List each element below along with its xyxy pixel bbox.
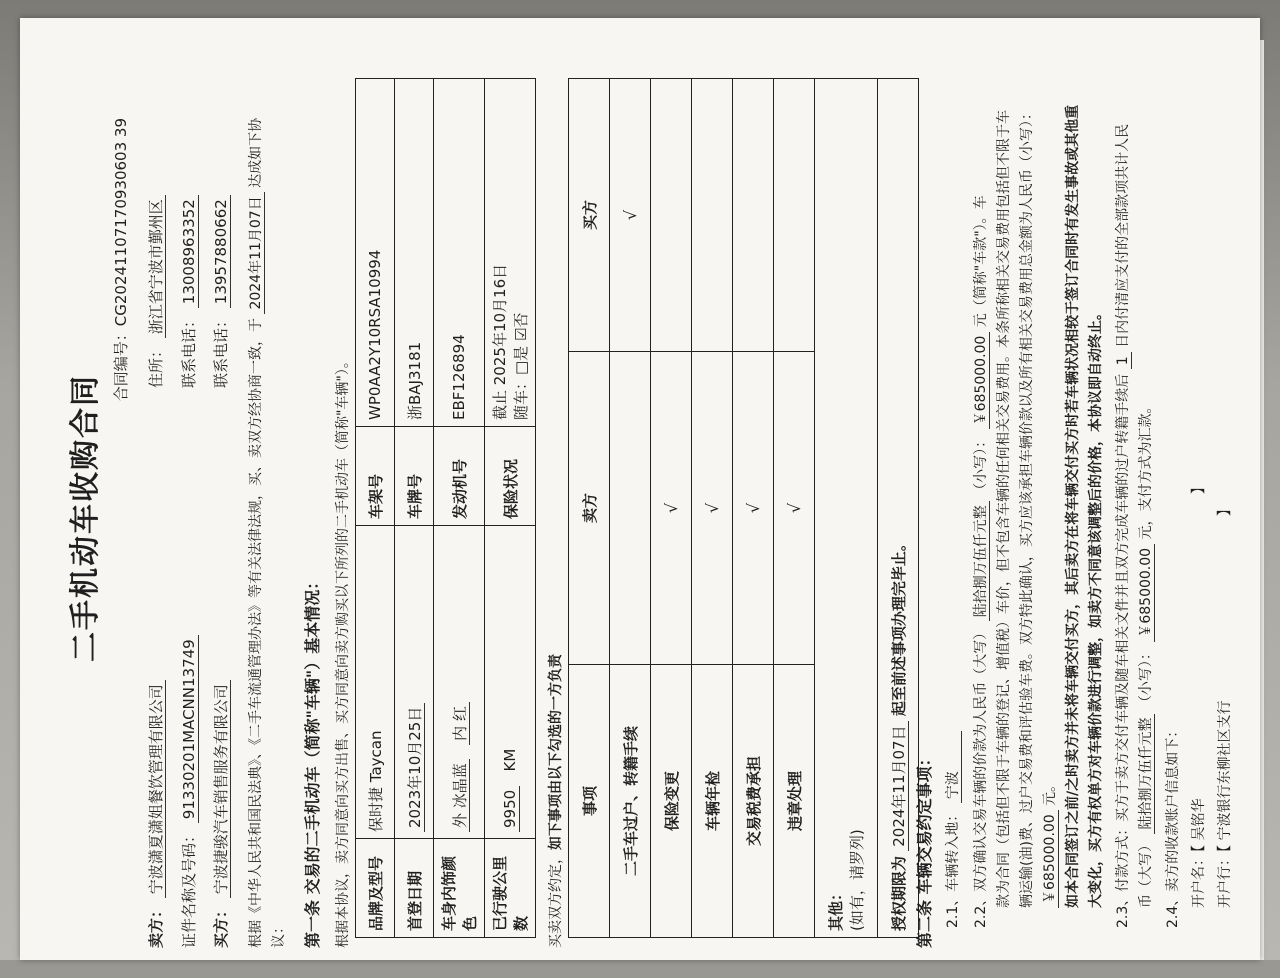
duty-buyer-mark: √ (610, 79, 651, 352)
duty-other-cell (815, 79, 878, 938)
table-row (651, 79, 692, 938)
vin-value: WP0AA2Y10RSA10994 (356, 79, 395, 427)
account-bank-label: 开户行：【 (1217, 845, 1233, 908)
duty-item: 保险变更 (651, 665, 692, 938)
intro-text: 根据《中华人民共和国民法典》、《二手车流通管理办法》等有关法律法规，买、卖双方经协商一致，于 (248, 318, 264, 948)
clause-2-3-text-d: （小写）： (1138, 646, 1154, 710)
brand-value: 保时捷 Taycan (356, 526, 395, 839)
buyer-phone-label: 联系电话： (212, 312, 230, 388)
account-name-row (1188, 480, 1208, 908)
clause-2-2-line3: 辆运输(油)费、过户交易费和评估验车费。双方特此确认，买方应该承担车辆价款以及所有相关交易费用总金额为人民币（小写）： (1019, 106, 1035, 908)
duty-seller-mark: √ (692, 352, 733, 665)
authorization-date: 2024年11月07日 (890, 721, 909, 850)
table-row (774, 79, 815, 938)
engine-label: 发动机号 (434, 427, 485, 526)
clause-2-3-amount-upper: 陆拾捌万伍仟元整 (1138, 714, 1155, 834)
col-seller: 卖方 (569, 352, 610, 665)
duty-intro (545, 654, 565, 948)
table-row (434, 79, 485, 938)
article-2-heading: 第二条 车辆交易约定事项： (915, 750, 934, 948)
mileage-label: 已行驶公里数 (485, 839, 536, 938)
clause-2-3-amount-lower: ￥685000.00 (1138, 544, 1155, 642)
table-row (356, 79, 395, 938)
page-title: 二手机动车收购合同 (68, 374, 103, 662)
color-label: 车身内饰颜色 (434, 839, 485, 938)
bracket-close: 】 (1191, 480, 1207, 495)
insurance-label: 保险状况 (485, 427, 536, 526)
contract-number-value: CG20241107170930603 39 (112, 118, 130, 327)
seller-phone: 13008963352 (180, 195, 199, 308)
clause-2-2-amount-upper: 陆拾捌万伍仟元整 (973, 501, 990, 621)
clause-2-3-days: 1 (1115, 352, 1132, 369)
clause-2-2-total-unit: 元。 (1042, 777, 1058, 806)
contract-paper (20, 18, 1260, 960)
duty-buyer-mark (651, 79, 692, 352)
table-row (815, 79, 878, 938)
clause-2-2-bold-2: 大变化，买方有权单方对车辆价款进行调整，如卖方不同意该调整后的价格，本协议即自动终止。 (1088, 306, 1104, 908)
color-exterior: 外 冰晶蓝 (451, 759, 470, 832)
duty-seller-mark: √ (651, 352, 692, 665)
duty-other-label: 其他： (827, 885, 845, 931)
mileage-value (485, 526, 536, 839)
article-1-heading: 第一条 交易的二手机动车（简称"车辆"）基本情况： (303, 573, 322, 948)
brand-label: 品牌及型号 (356, 839, 395, 938)
seller-phone-label: 联系电话： (180, 312, 198, 388)
intro-text-end: 达成如下协 (248, 117, 264, 188)
duty-other-hint: (如有，请罗列) (848, 829, 866, 931)
buyer-phone: 13957880662 (212, 195, 231, 308)
intro-date: 2024年11月07日 (248, 192, 265, 313)
account-name: 吴铭华 (1191, 798, 1207, 841)
intro-paragraph-2: 议： (271, 920, 287, 948)
account-bank-row (1214, 502, 1234, 908)
duty-seller-mark (610, 352, 651, 665)
clause-2-3 (1112, 124, 1132, 928)
table-row (485, 79, 536, 938)
clause-2-2-total: ￥685000.00 (1042, 810, 1059, 908)
insurance-expiry: 截止 2025年10月16日 (491, 263, 509, 420)
seller-label: 卖方： (147, 902, 165, 948)
clause-2-3-text-c: 币（大写） (1138, 838, 1154, 908)
clause-2-2-amount-lower: ￥685000.00 (973, 332, 990, 430)
clause-2-2-text-c: 元（简称"车款"）。车 (973, 195, 989, 328)
clause-2-3-text-b: 日内付清应支付的全部款项共计人民 (1115, 123, 1131, 348)
clause-2-1 (942, 731, 962, 928)
plate-value: 浙BAJ3181 (395, 79, 434, 427)
clause-2-2-text: 2.2、双方确认交易车辆的价款为人民币（大写） (973, 625, 989, 928)
insurance-value (485, 79, 536, 427)
clause-2-3-line2 (1135, 399, 1155, 908)
clause-2-3-text: 2.3、付款方式：买方于卖方交付车辆及随车相关文件并且双方完成车辆的过户转籍手续后 (1115, 373, 1131, 928)
table-row (692, 79, 733, 938)
color-value (434, 526, 485, 839)
authorization-text: 授权期限为 (889, 855, 908, 931)
insurance-onboard: 随车：□是 ☑否 (512, 312, 530, 420)
intro-paragraph (245, 118, 265, 948)
vin-label: 车架号 (356, 427, 395, 526)
seller-address-label: 住所： (147, 342, 165, 388)
seller-name: 宁波潇夏潇姐餐饮管理有限公司 (147, 680, 166, 898)
reg-date-text: 2023年10月25日 (406, 703, 425, 832)
contract-number-label: 合同编号： (112, 326, 130, 402)
col-buyer: 买方 (569, 79, 610, 352)
buyer-phone-row (210, 195, 231, 388)
account-name-label: 开户名：【 (1191, 845, 1207, 908)
duty-buyer-mark (733, 79, 774, 352)
color-interior: 内 红 (451, 702, 470, 745)
duty-seller-mark: √ (733, 352, 774, 665)
table-row (569, 79, 610, 938)
seller-id-label: 证件名称及号码： (180, 827, 198, 948)
table-row (610, 79, 651, 938)
duty-item: 二手车过户、转籍手续 (610, 665, 651, 938)
buyer-row (210, 680, 231, 948)
bracket-close: 】 (1217, 502, 1233, 517)
buyer-name: 宁波捷骏汽车销售服务有限公司 (212, 680, 231, 898)
clause-2-2-bold-1: 如本合同签订之前/之时卖方并未将车辆交付买方，其后卖方在将车辆交付买方时若车辆状况相较于签订合同时有发生事故或其他重 (1065, 104, 1081, 908)
clause-2-2-text-b: （小写）： (973, 433, 989, 497)
seller-phone-row (178, 195, 199, 388)
clause-2-1-label: 2.1、车辆转入地： (945, 807, 961, 928)
mileage-unit: KM (501, 748, 519, 772)
responsibility-table (568, 78, 919, 938)
plate-label: 车牌号 (395, 427, 434, 526)
seller-row (145, 680, 166, 948)
col-item: 事项 (569, 665, 610, 938)
seller-address: 浙江省宁波市鄞州区 (147, 195, 166, 338)
duty-intro-text: 买卖双方约定， (548, 850, 564, 948)
clause-2-4: 2.4、卖方的收款账户信息如下： (1165, 723, 1181, 928)
duty-intro-bold: 如下事项由以下勾选的一方负责 (548, 654, 564, 850)
clause-2-2 (970, 195, 990, 928)
contract-number (110, 118, 131, 401)
mileage-number: 9950 (501, 786, 520, 832)
table-row (395, 79, 434, 938)
clause-2-1-value: 宁波 (945, 731, 962, 803)
vehicle-info-table (355, 78, 536, 938)
duty-item: 车辆年检 (692, 665, 733, 938)
seller-id: 91330201MACNN13749 (180, 635, 199, 823)
buyer-label: 买方： (212, 902, 230, 948)
engine-value: EBF126894 (434, 79, 485, 427)
duty-seller-mark: √ (774, 352, 815, 665)
authorization-text-end: 起至前述事项办理完毕止。 (889, 536, 908, 717)
reg-date-label: 首登日期 (395, 839, 434, 938)
clause-2-3-text-e: 元，支付方式为汇款。 (1138, 399, 1154, 540)
seller-address-row (145, 195, 166, 388)
duty-item: 交易税费承担 (733, 665, 774, 938)
duty-buyer-mark (692, 79, 733, 352)
reg-date-value (395, 526, 434, 839)
seller-id-row (178, 635, 199, 948)
duty-buyer-mark (774, 79, 815, 352)
duty-item: 违章处理 (774, 665, 815, 938)
article-1-basis: 根据本协议，卖方同意向买方出售、买方同意向卖方购买以下所列的二手机动车（简称"车辆"）。 (335, 354, 351, 948)
clause-2-2-line2: 款为合同（包括但不限于车辆的登记、增值税）车价，但不包含车辆的任何相关交易费用。本条所称相关交易费用包括但不限于车 (996, 110, 1012, 908)
contract-document (50, 58, 1280, 978)
table-row (733, 79, 774, 938)
clause-2-2-line4 (1039, 778, 1059, 908)
account-bank: 宁波银行东柳社区支行 (1217, 700, 1233, 841)
